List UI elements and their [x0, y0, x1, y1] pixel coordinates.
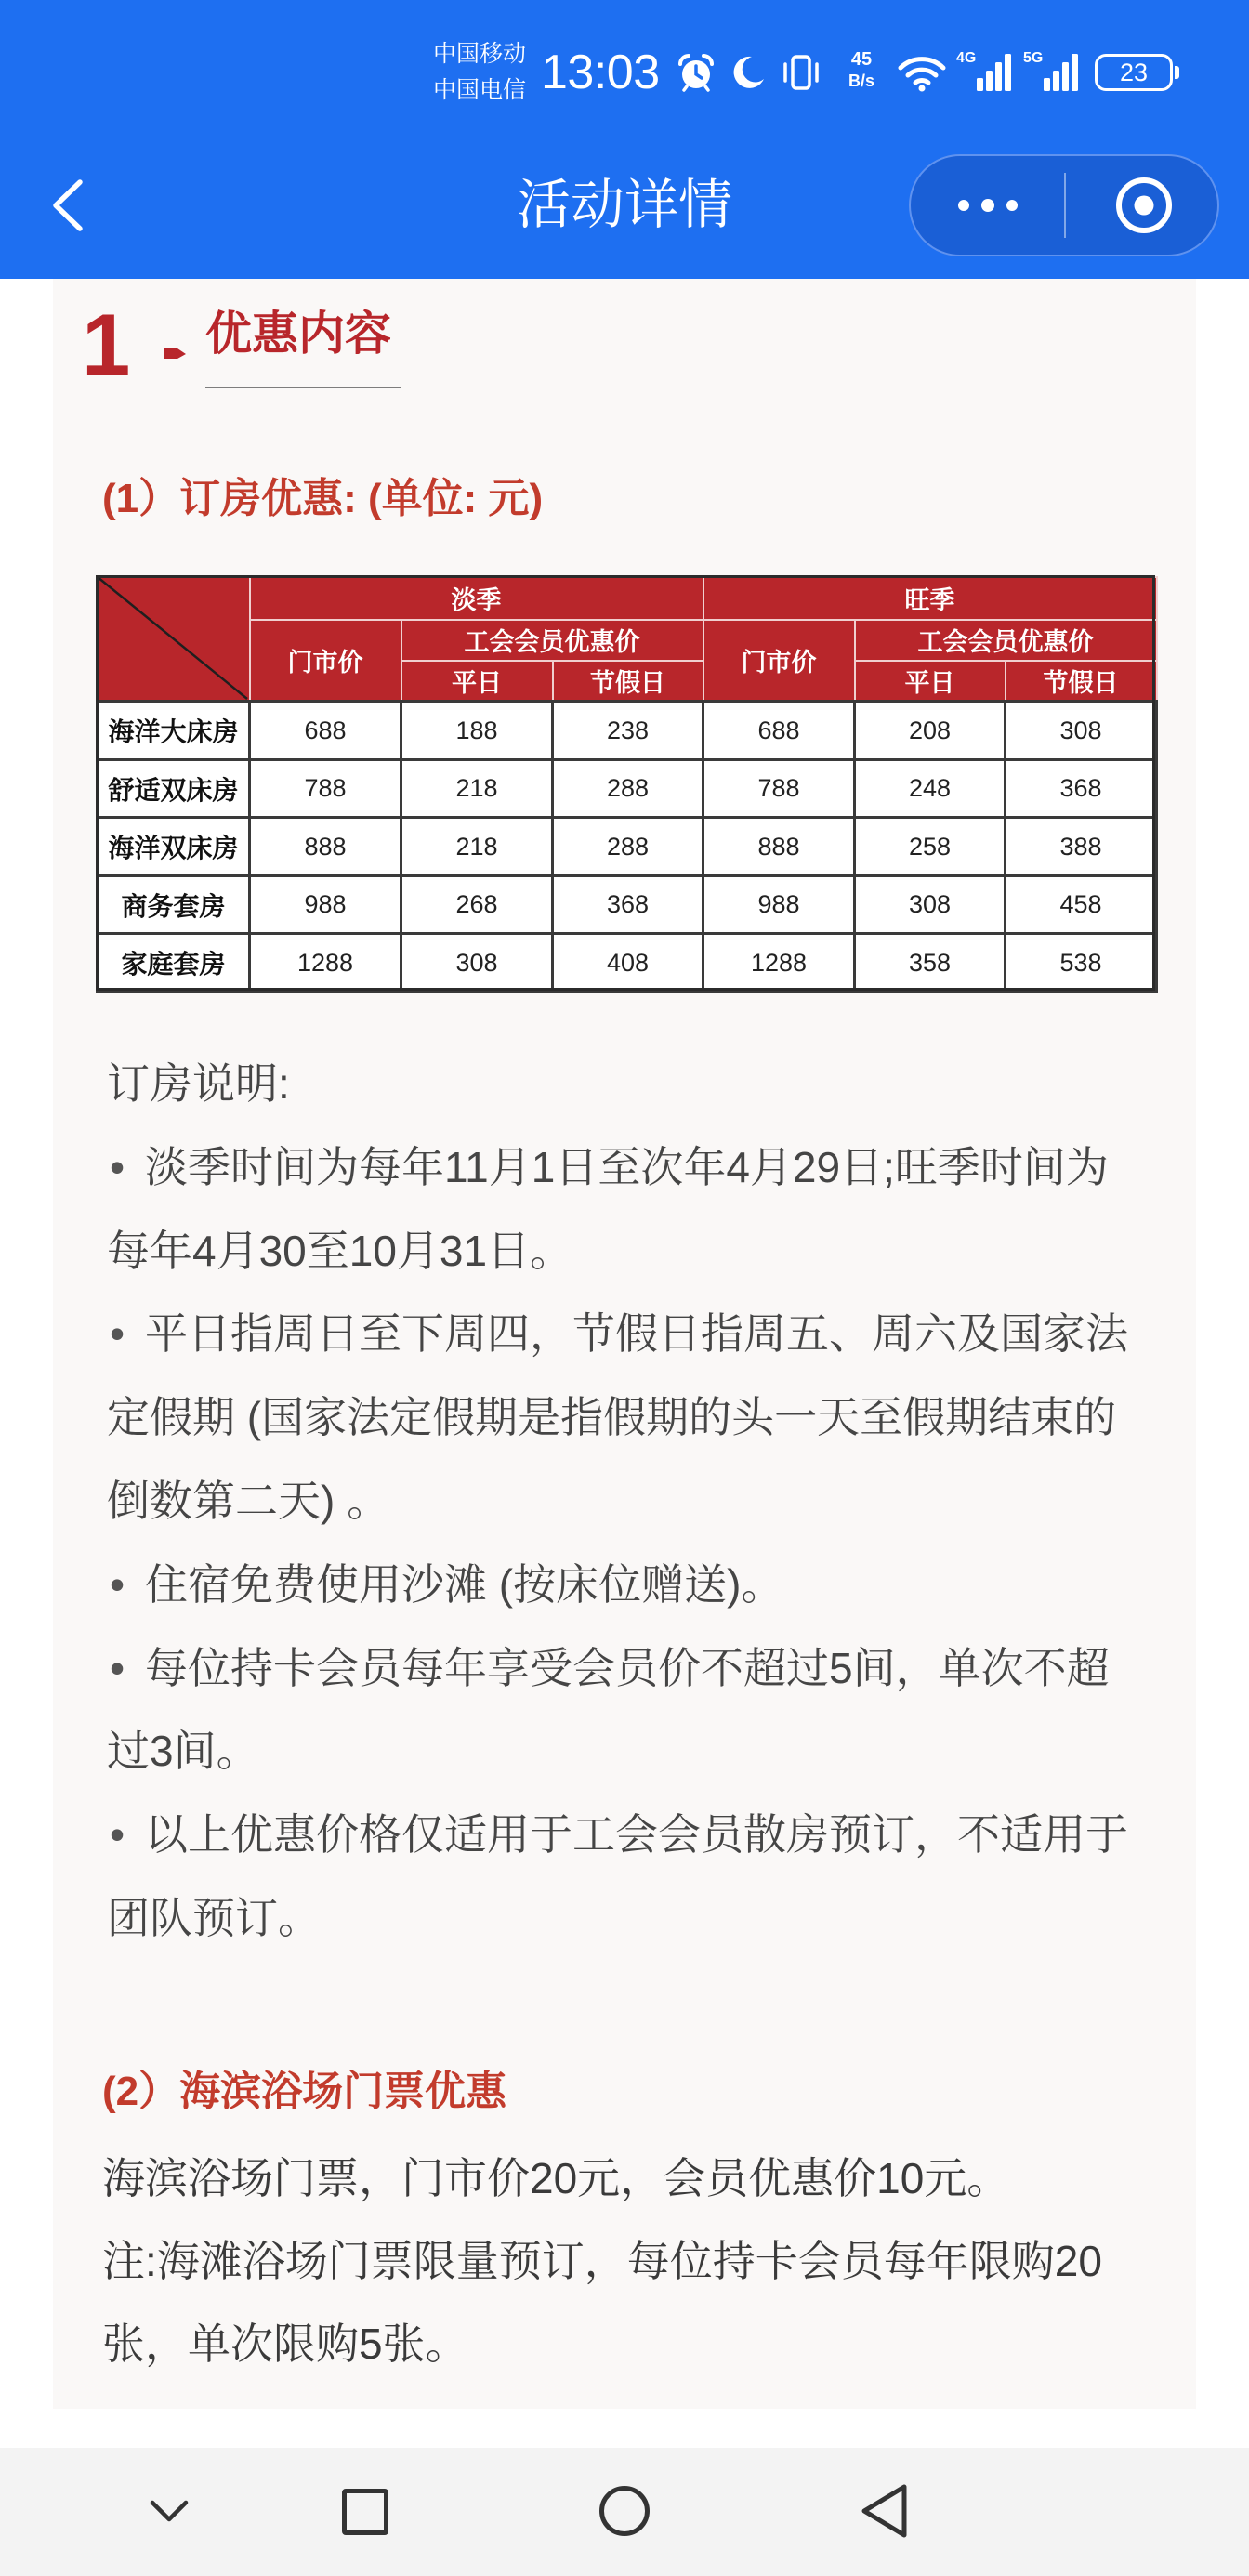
note-text: 淡季时间为每年11月1日至次年4月29日;旺季时间为: [145, 1142, 1109, 1191]
alarm-icon: [677, 53, 716, 92]
note-text: 每位持卡会员每年享受会员价不超过5间，单次不超: [145, 1643, 1110, 1692]
note-item: [107, 1293, 1166, 1543]
note-item: [107, 1126, 1166, 1294]
low-market-price-cell: 688: [250, 702, 401, 760]
note-line: [107, 1627, 1166, 1711]
high-member-price-header: 工会会员优惠价: [855, 620, 1157, 661]
note-line: 过3间。: [107, 1727, 259, 1776]
beach-line: 海滨浴场门票，门市价20元，会员优惠价10元。: [102, 2154, 1010, 2202]
note-item: [107, 1544, 1166, 1627]
high-market-price-cell: 1288: [703, 934, 855, 992]
low-market-price-cell: 988: [250, 876, 401, 934]
signal-2-label: 5G: [1023, 50, 1044, 66]
high-holiday-price-cell: 458: [1006, 876, 1157, 934]
table-row: [98, 934, 1157, 992]
chevron-left-icon: [45, 175, 91, 236]
low-season-header: 淡季: [250, 577, 703, 620]
carrier-1: 中国移动: [433, 41, 527, 67]
high-season-header: 旺季: [703, 577, 1157, 620]
room-type-cell: 商务套房: [98, 876, 250, 934]
page-title: 活动详情: [516, 175, 732, 235]
high-holiday-price-cell: 368: [1006, 760, 1157, 818]
circle-icon[interactable]: [599, 2486, 650, 2536]
note-line: 团队预订。: [107, 1893, 321, 1942]
price-table: [96, 575, 1158, 993]
low-weekday-price-cell: 268: [401, 876, 553, 934]
note-line: 定假期 (国家法定假期是指假期的头一天至假期结束的: [107, 1393, 1117, 1442]
low-market-price-header: 门市价: [250, 620, 401, 702]
close-mini-program-button[interactable]: [1100, 164, 1188, 247]
vibrate-icon: [781, 52, 822, 93]
low-market-price-cell: 1288: [250, 934, 401, 992]
note-line: [107, 1293, 1166, 1376]
high-weekday-price-cell: 358: [855, 934, 1006, 992]
low-holiday-price-cell: 288: [553, 760, 703, 818]
high-holiday-price-cell: 308: [1006, 702, 1157, 760]
high-weekday-header: 平日: [855, 661, 1006, 702]
room-type-cell: 舒适双床房: [98, 760, 250, 818]
note-line: 每年4月30至10月31日。: [107, 1226, 573, 1275]
section-underline: [205, 387, 401, 388]
battery-nub: [1175, 66, 1179, 79]
low-market-price-cell: 788: [250, 760, 401, 818]
table-row: [98, 702, 1157, 760]
high-holiday-price-cell: 388: [1006, 818, 1157, 876]
target-icon: [1100, 164, 1188, 247]
square-icon[interactable]: [342, 2489, 388, 2535]
section-number: 1: [82, 296, 131, 393]
low-member-price-header: 工会会员优惠价: [401, 620, 703, 661]
section-title: 优惠内容: [205, 308, 391, 360]
signal-5g-icon: [1023, 50, 1083, 95]
room-type-cell: 海洋大床房: [98, 702, 250, 760]
low-holiday-price-cell: 238: [553, 702, 703, 760]
low-weekday-price-cell: 218: [401, 760, 553, 818]
table-header-row: [98, 577, 1157, 620]
note-line: [107, 1126, 1166, 1210]
more-button[interactable]: [927, 164, 1058, 247]
table-header-row: [98, 620, 1157, 661]
room-offer-heading: (1）订房优惠: (单位: 元): [102, 476, 544, 521]
beach-line: 张，单次限购5张。: [102, 2320, 468, 2368]
bullet: •: [110, 1810, 125, 1860]
bullet: •: [110, 1559, 125, 1609]
high-holiday-price-cell: 538: [1006, 934, 1157, 992]
room-type-cell: 家庭套房: [98, 934, 250, 992]
high-weekday-price-cell: 258: [855, 818, 1006, 876]
note-line: [107, 1544, 1166, 1627]
battery-icon: [1095, 54, 1180, 91]
low-holiday-price-cell: 408: [553, 934, 703, 992]
high-market-price-cell: 688: [703, 702, 855, 760]
carrier-2: 中国电信: [433, 77, 527, 103]
battery-level: 23: [1095, 54, 1173, 91]
note-item: [107, 1794, 1166, 1961]
section-arrow-icon: [164, 347, 186, 360]
chevron-down-icon[interactable]: [149, 2498, 190, 2524]
low-holiday-price-cell: 288: [553, 818, 703, 876]
signal-4g-icon: [956, 50, 1016, 95]
note-text: 以上优惠价格仅适用于工会会员散房预订，不适用于: [145, 1810, 1128, 1860]
bullet: •: [110, 1142, 125, 1191]
high-weekday-price-cell: 308: [855, 876, 1006, 934]
high-market-price-header: 门市价: [703, 620, 855, 702]
low-market-price-cell: 888: [250, 818, 401, 876]
beach-offer-heading: (2）海滨浴场门票优惠: [102, 2069, 507, 2114]
note-line: 倒数第二天) 。: [107, 1476, 390, 1525]
room-type-cell: 海洋双床房: [98, 818, 250, 876]
low-weekday-price-cell: 188: [401, 702, 553, 760]
low-holiday-price-cell: 368: [553, 876, 703, 934]
capsule-divider: [1064, 173, 1066, 238]
wifi-icon: [896, 52, 948, 93]
high-weekday-price-cell: 248: [855, 760, 1006, 818]
high-market-price-cell: 988: [703, 876, 855, 934]
high-weekday-price-cell: 208: [855, 702, 1006, 760]
status-time: 13:03: [541, 46, 660, 99]
table-row: [98, 760, 1157, 818]
net-speed-value: 45: [850, 49, 873, 70]
bullet: •: [110, 1309, 125, 1359]
beach-offer-text: [102, 2137, 1180, 2385]
triangle-back-icon[interactable]: [859, 2482, 911, 2540]
table-row: [98, 876, 1157, 934]
net-speed: [839, 48, 884, 91]
carrier-info: [433, 36, 526, 109]
note-text: 平日指周日至下周四，节假日指周五、周六及国家法: [145, 1309, 1128, 1359]
bullet: •: [110, 1643, 125, 1692]
notes-label: 订房说明:: [107, 1059, 290, 1108]
signal-1-label: 4G: [956, 50, 977, 66]
note-item: [107, 1627, 1166, 1794]
low-weekday-price-cell: 308: [401, 934, 553, 992]
low-holiday-header: 节假日: [553, 661, 703, 702]
table-row: [98, 818, 1157, 876]
beach-line: 注:海滩浴场门票限量预订，每位持卡会员每年限购20: [102, 2237, 1102, 2285]
table-corner-cell: [98, 577, 250, 702]
high-holiday-header: 节假日: [1006, 661, 1157, 702]
note-text: 住宿免费使用沙滩 (按床位赠送)。: [145, 1559, 784, 1609]
booking-notes: [107, 1043, 1166, 1961]
low-weekday-price-cell: 218: [401, 818, 553, 876]
room-price-table: [96, 575, 1155, 991]
high-market-price-cell: 788: [703, 760, 855, 818]
net-speed-unit: B/s: [848, 72, 874, 90]
back-button[interactable]: [45, 175, 91, 236]
low-weekday-header: 平日: [401, 661, 553, 702]
note-line: [107, 1794, 1166, 1877]
moon-icon: [730, 54, 767, 91]
high-market-price-cell: 888: [703, 818, 855, 876]
